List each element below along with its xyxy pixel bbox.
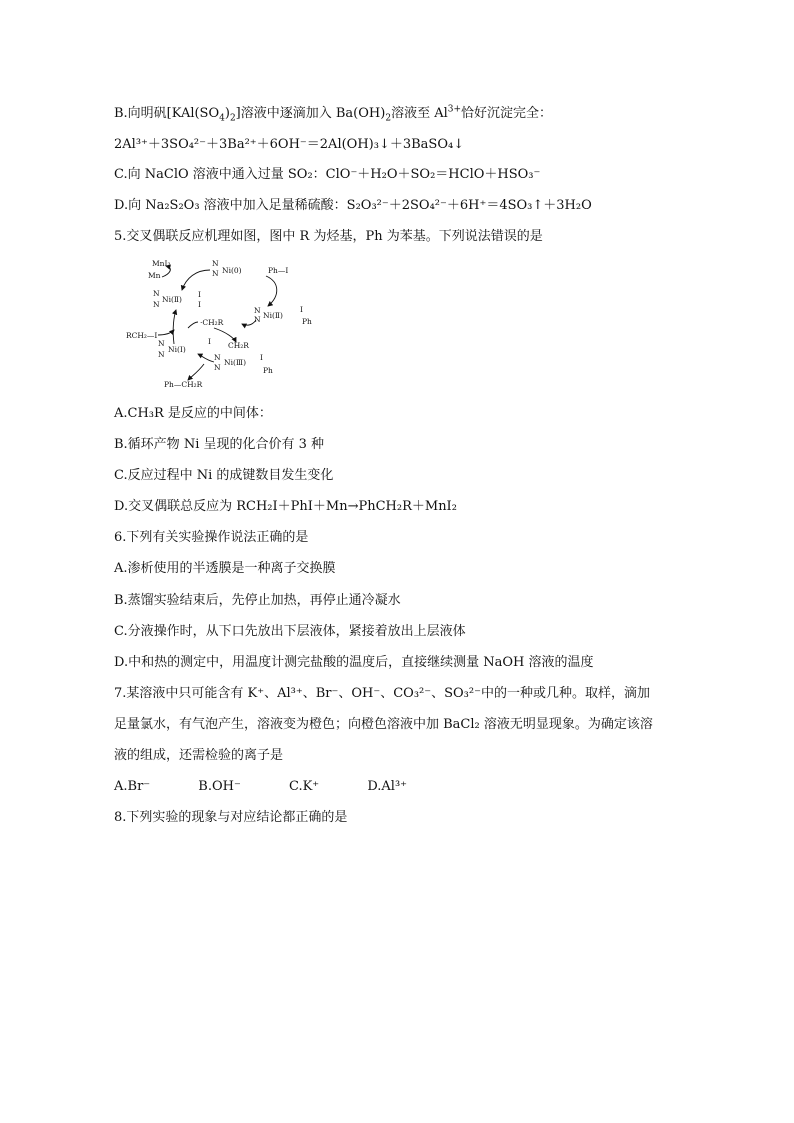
q5-option-a: A.CH₃R 是反应的中间体： — [114, 406, 272, 421]
label-n-ni3: N — [214, 353, 221, 362]
q7-option-c: C.K⁺ — [288, 779, 320, 794]
q4-option-b-equation: 2Al³⁺＋3SO₄²⁻＋3Ba²⁺＋6OH⁻＝2Al(OH)₃↓＋3BaSO₄↓ — [114, 137, 465, 152]
label-ph-right: Ph — [302, 317, 312, 326]
q7-stem-line1: 7.某溶液中只可能含有 K⁺、Al³⁺、Br⁻、OH⁻、CO₃²⁻、SO₃²⁻中的一种或几种。取样，滴加 — [114, 686, 650, 701]
label-n-bottom-left: N — [158, 339, 165, 348]
label-i-right: I — [300, 305, 303, 314]
q5-option-b: B.循环产物 Ni 呈现的化合价有 3 种 — [114, 437, 325, 452]
q6-option-d: D.中和热的测定中，用温度计测完盐酸的温度后，直接继续测量 NaOH 溶液的温度 — [114, 655, 594, 670]
q7-option-a: A.Br⁻ — [114, 779, 151, 794]
label-n-left: N — [153, 289, 160, 298]
q6-option-b: B.蒸馏实验结束后，先停止加热，再停止通冷凝水 — [114, 593, 401, 608]
arrow-ch2r-to-ni3 — [214, 328, 236, 342]
label-n-ni32: N — [214, 363, 221, 372]
q4-b-part5: 恰好沉淀完全： — [461, 106, 553, 121]
q5-stem: 5.交叉偶联反应机理如图，图中 R 为烃基，Ph 为苯基。下列说法错误的是 — [114, 229, 543, 244]
label-i-left2: I — [198, 300, 201, 309]
cross-coupling-mechanism-diagram — [118, 256, 348, 396]
label-ni2-right: Ni(Ⅱ) — [263, 311, 283, 320]
q6-option-c: C.分液操作时，从下口先放出下层液体，紧接着放出上层液体 — [114, 624, 466, 639]
q4-option-c: C.向 NaClO 溶液中通入过量 SO₂：ClO⁻＋H₂O＋SO₂＝HClO＋HSO₃⁻ — [114, 167, 541, 182]
label-ph-i: Ph—I — [268, 266, 289, 275]
label-rch2i: RCH₂—I — [126, 331, 158, 340]
label-ph-ch2r: Ph—CH₂R — [164, 380, 203, 389]
label-mn: Mn — [148, 271, 161, 280]
q7-stem-line3: 液的组成，还需检验的离子是 — [114, 748, 284, 763]
arrow-rch2i-to-ni1 — [158, 330, 174, 335]
label-n-right2: N — [254, 315, 261, 324]
label-mni2: MnI₂ — [152, 259, 171, 268]
label-n-top: N — [212, 259, 219, 268]
label-n-right: N — [254, 306, 261, 315]
label-i-left: I — [198, 290, 201, 299]
label-ni0: Ni(0) — [222, 266, 242, 275]
label-ni3: Ni(Ⅲ) — [224, 358, 247, 367]
label-i-ni1: I — [208, 337, 211, 346]
q4-b-sub2: 2 — [229, 113, 236, 124]
label-ph-ni3: Ph — [263, 366, 273, 375]
q4-b-part1: B.向明矾[KAl(SO — [114, 106, 220, 121]
q4-option-d: D.向 Na₂S₂O₃ 溶液中加入足量稀硫酸：S₂O₃²⁻＋2SO₄²⁻＋6H⁺＝4SO₃↑＋3H₂O — [114, 198, 592, 213]
q6-option-a: A.渗析使用的半透膜是一种离子交换膜 — [114, 561, 336, 576]
q4-b-part2: ) — [224, 106, 230, 121]
q4-b-sub1: 4 — [219, 113, 225, 124]
q4-b-sup1: 3+ — [447, 104, 462, 115]
q4-b-part3: ]溶液中逐滴加入 Ba(OH) — [235, 106, 386, 121]
arrow-phi-to-ni2-right — [266, 276, 277, 306]
q8-stem: 8.下列实验的现象与对应结论都正确的是 — [114, 810, 348, 825]
arrow-ni1-to-ni2-left — [173, 310, 176, 344]
q7-option-b: B.OH⁻ — [198, 779, 241, 794]
arrow-ch2r-link — [188, 322, 198, 328]
label-ni1: Ni(Ⅰ) — [168, 345, 186, 354]
q6-stem: 6.下列有关实验操作说法正确的是 — [114, 530, 309, 545]
arrow-ni0-to-ni2 — [182, 270, 210, 290]
arrow-ni3-to-ni1 — [198, 354, 214, 362]
q4-option-b — [114, 106, 552, 122]
label-n-top2: N — [212, 269, 219, 278]
label-i-ni3: I — [260, 353, 263, 362]
q5-option-d: D.交叉偶联总反应为 RCH₂I＋PhI＋Mn→PhCH₂R＋MnI₂ — [114, 499, 457, 514]
label-ni2-left: Ni(Ⅱ) — [162, 295, 182, 304]
label-ch2r2: CH₂R — [228, 341, 249, 350]
q5-option-c: C.反应过程中 Ni 的成键数目发生变化 — [114, 468, 334, 483]
q4-b-sub3: 2 — [385, 113, 392, 124]
q4-b-part4: 溶液至 Al — [391, 106, 448, 121]
label-n-left2: N — [153, 300, 160, 309]
q7-choices — [114, 779, 451, 795]
label-n-bottom-left2: N — [158, 350, 165, 359]
arrow-to-ph-ch2r — [188, 364, 204, 380]
label-ch2r: ·CH₂R — [200, 318, 224, 327]
q7-stem-line2: 足量氯水，有气泡产生，溶液变为橙色；向橙色溶液中加 BaCl₂ 溶液无明显现象。为确定该溶 — [114, 717, 653, 732]
q7-option-d: D.Al³⁺ — [367, 779, 408, 794]
